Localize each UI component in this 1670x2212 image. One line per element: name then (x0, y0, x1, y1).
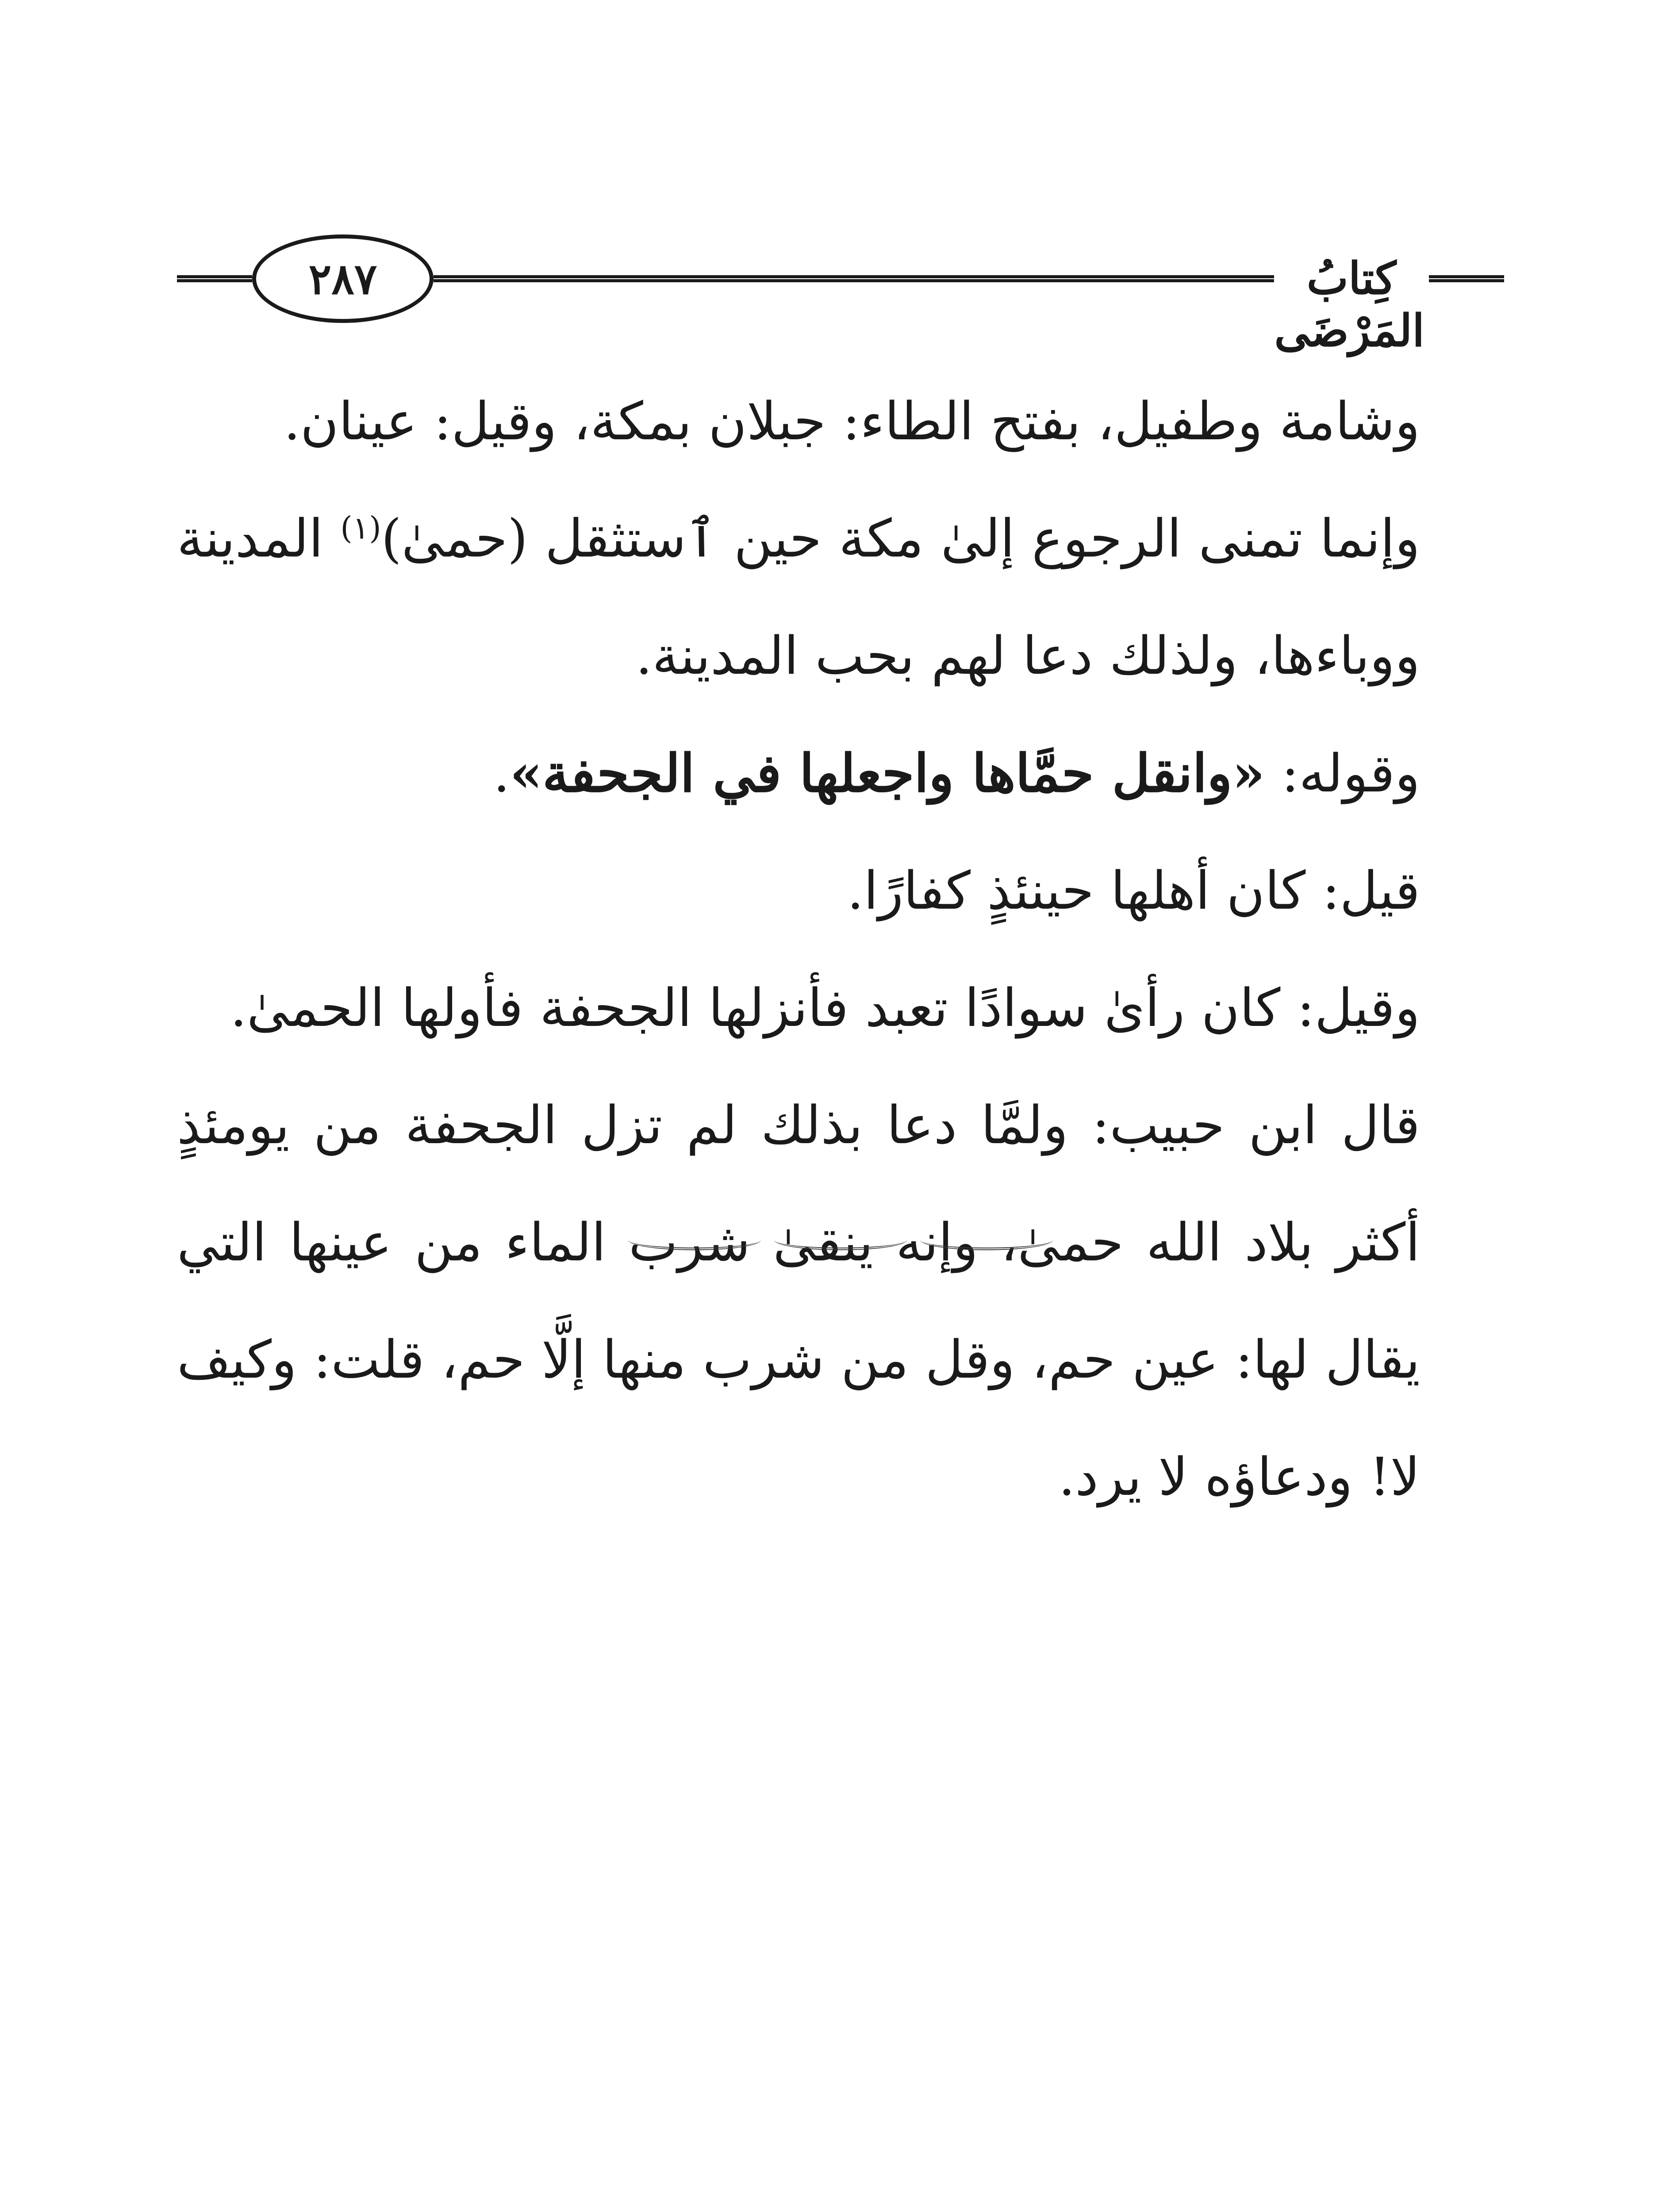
book-title: كِتابُ المَرْضَى (1274, 252, 1424, 357)
ornament-flourish (628, 1230, 761, 1250)
ornament-flourish (774, 1230, 907, 1250)
ornament-flourish (920, 1230, 1053, 1250)
paragraph-1: وشامة وطفيل، بفتح الطاء: جبلان بمكة، وقيل: عينان. (284, 391, 1420, 452)
footnote-ref[interactable]: (١) (340, 510, 381, 546)
paragraph-3 (177, 714, 1504, 832)
section-ornament (619, 1230, 1062, 1256)
paragraph-2-text-cont: المدينة ووباءها، ولذلك دعا لهم بحب المدينة. (177, 508, 1420, 686)
paragraph-3-end: . (493, 743, 510, 804)
hadith-quote: «وانقل حمَّاها واجعلها في الجحفة» (510, 742, 1265, 804)
page-number-oval (252, 234, 434, 323)
paragraph-2 (177, 480, 1504, 714)
page-number: ٢٨٧ (308, 253, 377, 304)
header-rule-right (1429, 275, 1504, 282)
header-rule-left (177, 275, 252, 282)
paragraph-5: وقيل: كان رأىٰ سوادًا تعبد فأنزلها الجحفة فأولها الحمىٰ. (230, 977, 1420, 1038)
paragraph-4: قيل: كان أهلها حينئذٍ كفارًا. (847, 860, 1420, 921)
header-rule-middle (434, 275, 1274, 282)
body-text (177, 363, 1504, 1536)
paragraph-2-text: وإنما تمنى الرجوع إلىٰ مكة حين ٱستثقل (حمىٰ) (381, 508, 1420, 569)
paragraph-3-lead: وقوله: (1265, 743, 1420, 804)
page-header (177, 234, 1504, 357)
paragraph-6: قال ابن حبيب: ولمَّا دعا بذلك لم تزل الجحفة من يومئذٍ أكثر بلاد الله حمىٰ، وإنه ينقىٰ شرب الماء من عينها التي يقال لها: عين حم، وقل من شرب منها إلَّا حم، قلت: وكيف لا! ودعاؤه لا يرد. (177, 1094, 1420, 1507)
